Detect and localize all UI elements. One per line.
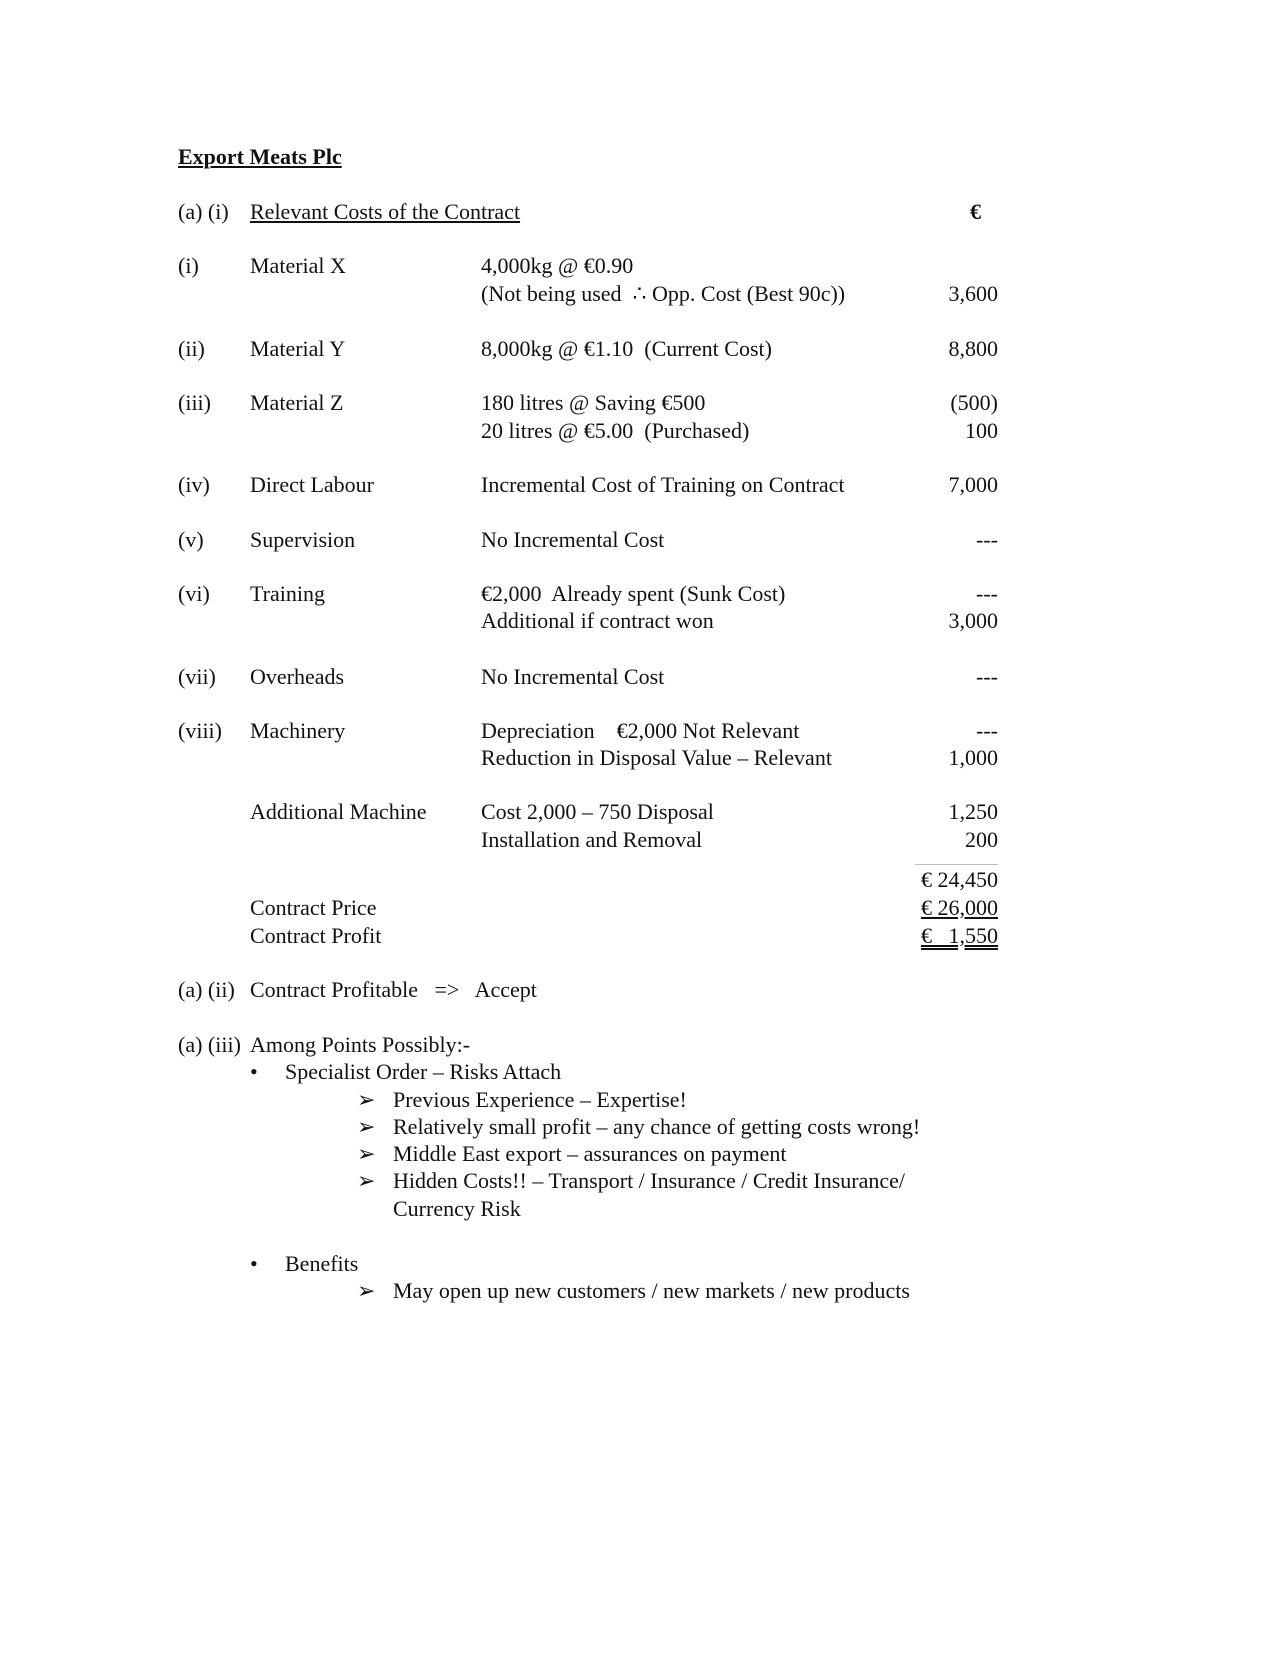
row-number: (iv) [178, 472, 210, 497]
row-detail: Cost 2,000 – 750 Disposal [481, 799, 714, 824]
row-number: (vi) [178, 581, 210, 606]
row-number: (v) [178, 527, 204, 552]
bullet-icon: • [250, 1251, 258, 1276]
row-detail: Incremental Cost of Training on Contract [481, 472, 845, 497]
row-detail: 8,000kg @ €1.10 (Current Cost) [481, 336, 772, 361]
row-amount: --- [976, 581, 998, 606]
contract-profit: € 1,550 [921, 923, 998, 948]
row-detail: (Not being used ∴ Opp. Cost (Best 90c)) [481, 281, 846, 306]
row-item: Machinery [250, 718, 346, 743]
section-a-iii-label: (a) (iii) [178, 1032, 241, 1057]
contract-profit-label: Contract Profit [250, 923, 382, 948]
sub-point: Middle East export – assurances on payment [393, 1141, 787, 1166]
total-cost: € 24,450 [921, 867, 998, 892]
sub-point: Previous Experience – Expertise! [393, 1087, 687, 1112]
contract-price-label: Contract Price [250, 895, 377, 920]
row-detail: Depreciation €2,000 Not Relevant [481, 718, 800, 743]
bullet-item: Benefits [285, 1251, 359, 1276]
row-item: Direct Labour [250, 472, 374, 497]
row-amount: 100 [965, 418, 998, 443]
currency-header: € [970, 199, 981, 224]
row-detail: Reduction in Disposal Value – Relevant [481, 745, 832, 770]
row-amount: 200 [965, 827, 998, 852]
row-amount: --- [976, 527, 998, 552]
row-detail: 4,000kg @ €0.90 [481, 253, 634, 278]
row-item: Material Z [250, 390, 344, 415]
arrow-bullet-icon: ➢ [357, 1168, 376, 1193]
row-number: (ii) [178, 336, 205, 361]
row-item: Overheads [250, 664, 345, 689]
row-item: Supervision [250, 527, 356, 552]
bullet-item: Specialist Order – Risks Attach [285, 1059, 562, 1084]
section-a-ii-text: Contract Profitable => Accept [250, 977, 537, 1002]
section-heading: Relevant Costs of the Contract [250, 199, 521, 224]
arrow-bullet-icon: ➢ [357, 1114, 376, 1139]
row-detail: 20 litres @ €5.00 (Purchased) [481, 418, 750, 443]
row-amount: --- [976, 664, 998, 689]
section-label: (a) (i) [178, 199, 229, 224]
row-number: (iii) [178, 390, 211, 415]
row-detail: €2,000 Already spent (Sunk Cost) [481, 581, 786, 606]
row-amount: (500) [950, 390, 998, 415]
row-item: Material X [250, 253, 346, 278]
sub-point: May open up new customers / new markets / new products [393, 1278, 910, 1303]
sub-point: Relatively small profit – any chance of getting costs wrong! [393, 1114, 921, 1139]
row-amount: 8,800 [948, 336, 998, 361]
row-detail: 180 litres @ Saving €500 [481, 390, 706, 415]
row-detail: No Incremental Cost [481, 664, 665, 689]
row-item: Material Y [250, 336, 346, 361]
row-item: Training [250, 581, 325, 606]
row-detail: Installation and Removal [481, 827, 703, 852]
row-amount: 1,000 [948, 745, 998, 770]
sub-point: Currency Risk [393, 1196, 521, 1221]
document-title: Export Meats Plc [178, 144, 342, 169]
contract-price: € 26,000 [921, 895, 998, 920]
row-item: Additional Machine [250, 799, 427, 824]
row-amount: --- [976, 718, 998, 743]
row-amount: 3,000 [948, 608, 998, 633]
row-detail: No Incremental Cost [481, 527, 665, 552]
row-amount: 1,250 [948, 799, 998, 824]
arrow-bullet-icon: ➢ [357, 1278, 376, 1303]
row-number: (vii) [178, 664, 216, 689]
bullet-icon: • [250, 1059, 258, 1084]
row-amount: 3,600 [948, 281, 998, 306]
row-number: (i) [178, 253, 199, 278]
arrow-bullet-icon: ➢ [357, 1087, 376, 1112]
section-a-ii-label: (a) (ii) [178, 977, 235, 1002]
section-a-iii-heading: Among Points Possibly:- [250, 1032, 471, 1057]
total-rule [915, 864, 998, 865]
row-amount: 7,000 [948, 472, 998, 497]
row-detail: Additional if contract won [481, 608, 714, 633]
sub-point: Hidden Costs!! – Transport / Insurance / Credit Insurance/ [393, 1168, 906, 1193]
arrow-bullet-icon: ➢ [357, 1141, 376, 1166]
row-number: (viii) [178, 718, 222, 743]
